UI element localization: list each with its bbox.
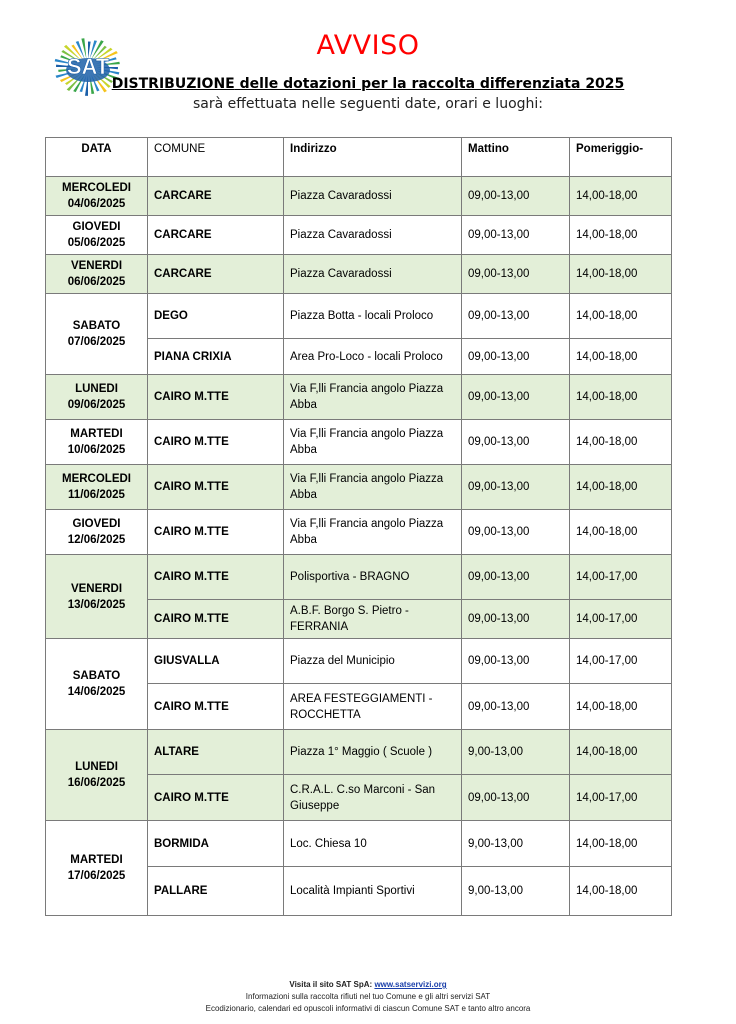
schedule-table — [45, 137, 672, 916]
cell-mattino: 09,00-13,00 — [462, 375, 570, 420]
cell-mattino: 09,00-13,00 — [462, 177, 570, 216]
cell-date — [46, 465, 148, 510]
table-row — [46, 821, 672, 867]
date-value: 09/06/2025 — [67, 399, 126, 411]
website-link[interactable]: www.satservizi.org — [374, 980, 447, 989]
cell-pomeriggio: 14,00-18,00 — [570, 339, 672, 375]
cell-mattino: 09,00-13,00 — [462, 339, 570, 375]
table-row — [46, 294, 672, 339]
cell-comune: CAIRO M.TTE — [148, 684, 284, 730]
table-row — [46, 639, 672, 684]
cell-indirizzo: A.B.F. Borgo S. Pietro - FERRANIA — [284, 600, 462, 639]
date-day: GIOVEDI — [72, 518, 121, 530]
cell-comune: BORMIDA — [148, 821, 284, 867]
date-value: 16/06/2025 — [67, 777, 126, 789]
cell-date — [46, 639, 148, 730]
cell-pomeriggio: 14,00-17,00 — [570, 600, 672, 639]
cell-pomeriggio: 14,00-17,00 — [570, 555, 672, 600]
footer-visit: Visita il sito SAT SpA: www.satservizi.org — [289, 980, 447, 989]
cell-date — [46, 420, 148, 465]
cell-mattino: 09,00-13,00 — [462, 465, 570, 510]
cell-comune: CAIRO M.TTE — [148, 375, 284, 420]
date-value: 17/06/2025 — [67, 870, 126, 882]
cell-comune: ALTARE — [148, 730, 284, 775]
cell-comune: CAIRO M.TTE — [148, 775, 284, 821]
date-value: 07/06/2025 — [67, 336, 126, 348]
intro-text: sarà effettuata nelle seguenti date, orari e luoghi: — [192, 96, 543, 112]
cell-comune: CAIRO M.TTE — [148, 600, 284, 639]
cell-comune: DEGO — [148, 294, 284, 339]
cell-pomeriggio: 14,00-17,00 — [570, 639, 672, 684]
cell-indirizzo: Polisportiva - BRAGNO — [284, 555, 462, 600]
cell-mattino: 9,00-13,00 — [462, 821, 570, 867]
cell-comune: CAIRO M.TTE — [148, 420, 284, 465]
cell-indirizzo: Piazza Cavaradossi — [284, 216, 462, 255]
table-row — [46, 465, 672, 510]
svg-text:SAT: SAT — [66, 54, 110, 79]
cell-date — [46, 375, 148, 420]
cell-date — [46, 555, 148, 639]
cell-mattino: 09,00-13,00 — [462, 294, 570, 339]
date-day: SABATO — [72, 670, 121, 682]
date-value: 06/06/2025 — [67, 276, 126, 288]
cell-mattino: 09,00-13,00 — [462, 510, 570, 555]
cell-comune: PALLARE — [148, 867, 284, 916]
col-header-comune: COMUNE — [148, 138, 284, 177]
page-title: AVVISO — [316, 30, 420, 61]
cell-mattino: 09,00-13,00 — [462, 555, 570, 600]
cell-mattino: 9,00-13,00 — [462, 867, 570, 916]
date-day: MARTEDI — [70, 428, 123, 440]
date-day: LUNEDI — [75, 383, 118, 395]
date-day: LUNEDI — [75, 761, 118, 773]
date-value: 13/06/2025 — [67, 598, 126, 611]
date-day: VENERDI — [70, 260, 123, 272]
cell-comune: CARCARE — [148, 216, 284, 255]
table-row — [46, 375, 672, 420]
cell-mattino: 09,00-13,00 — [462, 639, 570, 684]
col-header-data: DATA — [46, 138, 148, 177]
cell-indirizzo: Piazza del Municipio — [284, 639, 462, 684]
cell-mattino: 09,00-13,00 — [462, 600, 570, 639]
cell-mattino: 09,00-13,00 — [462, 420, 570, 465]
cell-indirizzo: Piazza Botta - locali Proloco — [284, 294, 462, 339]
col-header-mattino: Mattino — [462, 138, 570, 177]
date-day: SABATO — [72, 320, 121, 332]
cell-pomeriggio: 14,00-17,00 — [570, 775, 672, 821]
cell-date — [46, 730, 148, 821]
cell-date — [46, 216, 148, 255]
date-day: MERCOLEDI — [62, 473, 131, 485]
table-row — [46, 730, 672, 775]
cell-comune: GIUSVALLA — [148, 639, 284, 684]
cell-date — [46, 294, 148, 375]
cell-indirizzo: Via F,lli Francia angolo Piazza Abba — [284, 465, 462, 510]
cell-date — [46, 510, 148, 555]
date-value: 04/06/2025 — [67, 198, 126, 210]
footer-info: Informazioni sulla raccolta rifiuti nel tuo Comune e gli altri servizi SAT — [245, 992, 491, 1001]
cell-comune: CARCARE — [148, 177, 284, 216]
cell-pomeriggio: 14,00-18,00 — [570, 821, 672, 867]
cell-indirizzo: C.R.A.L. C.so Marconi - San Giuseppe — [284, 775, 462, 821]
cell-pomeriggio: 14,00-18,00 — [570, 510, 672, 555]
cell-indirizzo: Piazza 1° Maggio ( Scuole ) — [284, 730, 462, 775]
cell-pomeriggio: 14,00-18,00 — [570, 375, 672, 420]
cell-pomeriggio: 14,00-18,00 — [570, 867, 672, 916]
date-day: MARTEDI — [70, 854, 123, 866]
table-row — [46, 216, 672, 255]
cell-indirizzo: Località Impianti Sportivi — [284, 867, 462, 916]
date-day: MERCOLEDI — [62, 182, 131, 194]
date-value: 14/06/2025 — [67, 686, 126, 698]
date-value: 05/06/2025 — [67, 237, 126, 249]
date-day: GIOVEDI — [72, 221, 121, 233]
subtitle — [0, 76, 736, 92]
cell-mattino: 09,00-13,00 — [462, 684, 570, 730]
cell-indirizzo: Via F,lli Francia angolo Piazza Abba — [284, 375, 462, 420]
cell-pomeriggio: 14,00-18,00 — [570, 216, 672, 255]
cell-comune: CARCARE — [148, 255, 284, 294]
cell-indirizzo: Piazza Cavaradossi — [284, 255, 462, 294]
cell-pomeriggio: 14,00-18,00 — [570, 294, 672, 339]
cell-comune: PIANA CRIXIA — [148, 339, 284, 375]
subtitle-bold: DISTRIBUZIONE — [111, 76, 235, 92]
cell-pomeriggio: 14,00-18,00 — [570, 684, 672, 730]
table-row — [46, 420, 672, 465]
cell-pomeriggio: 14,00-18,00 — [570, 465, 672, 510]
cell-indirizzo: Piazza Cavaradossi — [284, 177, 462, 216]
cell-mattino: 09,00-13,00 — [462, 255, 570, 294]
subtitle-rest: delle dotazioni per la raccolta differenziata 2025 — [234, 76, 625, 92]
cell-comune: CAIRO M.TTE — [148, 465, 284, 510]
col-header-indirizzo: Indirizzo — [284, 138, 462, 177]
footer — [0, 979, 736, 1015]
cell-indirizzo: Area Pro-Loco - locali Proloco — [284, 339, 462, 375]
cell-pomeriggio: 14,00-18,00 — [570, 730, 672, 775]
cell-indirizzo: AREA FESTEGGIAMENTI - ROCCHETTA — [284, 684, 462, 730]
cell-date — [46, 177, 148, 216]
cell-mattino: 9,00-13,00 — [462, 730, 570, 775]
cell-date — [46, 821, 148, 916]
table-row — [46, 177, 672, 216]
cell-indirizzo: Via F,lli Francia angolo Piazza Abba — [284, 420, 462, 465]
footer-extra: Ecodizionario, calendari ed opuscoli informativi di ciascun Comune SAT e tanto altro ancora — [205, 1004, 531, 1013]
date-value: 11/06/2025 — [68, 489, 125, 501]
date-value: 12/06/2025 — [67, 534, 126, 546]
table-row — [46, 555, 672, 600]
cell-pomeriggio: 14,00-18,00 — [570, 420, 672, 465]
cell-date — [46, 255, 148, 294]
table-row — [46, 255, 672, 294]
col-header-pomeriggio: Pomeriggio- — [570, 138, 672, 177]
date-day: VENERDI — [70, 582, 123, 595]
cell-pomeriggio: 14,00-18,00 — [570, 255, 672, 294]
cell-pomeriggio: 14,00-18,00 — [570, 177, 672, 216]
table-header-row — [46, 138, 672, 177]
cell-mattino: 09,00-13,00 — [462, 216, 570, 255]
cell-comune: CAIRO M.TTE — [148, 510, 284, 555]
cell-indirizzo: Loc. Chiesa 10 — [284, 821, 462, 867]
cell-indirizzo: Via F,lli Francia angolo Piazza Abba — [284, 510, 462, 555]
table-row — [46, 510, 672, 555]
cell-comune: CAIRO M.TTE — [148, 555, 284, 600]
date-value: 10/06/2025 — [67, 444, 126, 456]
cell-mattino: 09,00-13,00 — [462, 775, 570, 821]
